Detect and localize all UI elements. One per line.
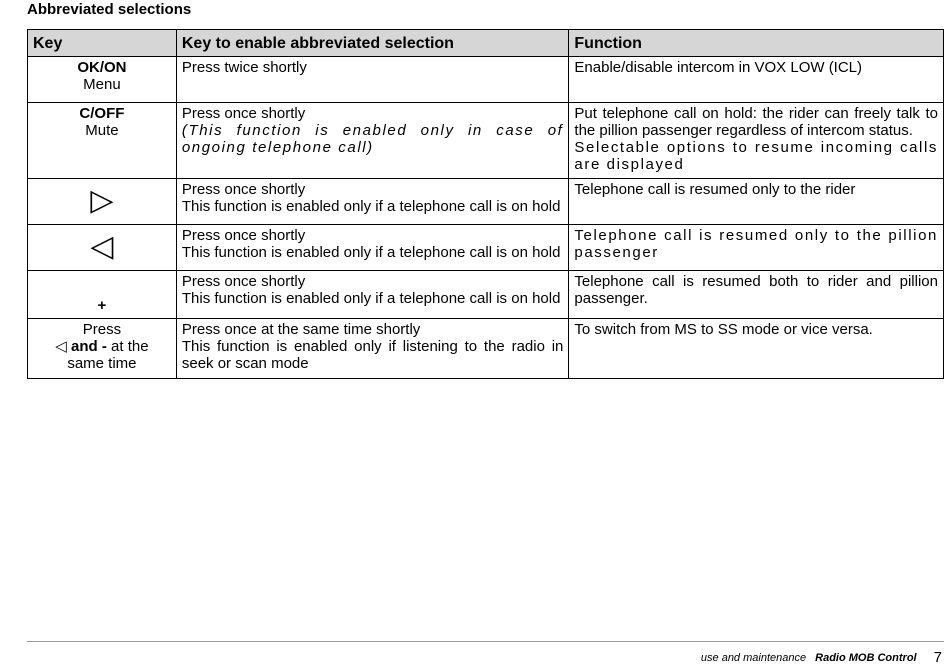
- action-text: Press twice shortly: [181, 59, 307, 76]
- section-title: Abbreviated selections: [27, 1, 192, 18]
- function-cell: [569, 271, 944, 319]
- key-plus: +: [97, 297, 107, 314]
- function-text: Selectable options to resume incoming calls are displayed: [574, 139, 938, 173]
- table-row: [28, 271, 944, 319]
- action-cell: [176, 179, 569, 225]
- table-row: [28, 179, 944, 225]
- action-text: Press once shortly: [181, 181, 306, 198]
- function-text: To switch from MS to SS mode or vice versa.: [574, 321, 873, 338]
- action-cell: [176, 103, 569, 179]
- action-text: Press once shortly: [181, 273, 306, 290]
- function-text: Telephone call is resumed both to rider and pillion passenger.: [574, 273, 938, 307]
- key-and-minus: and -: [71, 338, 107, 355]
- table-row: [28, 103, 944, 179]
- action-cell: [176, 225, 569, 271]
- function-cell: [569, 319, 944, 379]
- key-c-off: C/OFF: [79, 105, 125, 122]
- key-cell: [28, 225, 177, 271]
- table-row: [28, 57, 944, 103]
- action-text: Press once at the same time shortly: [181, 321, 421, 338]
- action-note: This function is enabled only if a telephone call is on hold: [181, 290, 561, 307]
- page-footer: [701, 648, 942, 665]
- table-row: [28, 319, 944, 379]
- key-combo: [33, 338, 171, 355]
- key-cell: [28, 57, 177, 103]
- column-header-action: Key to enable abbreviated selection: [176, 30, 569, 57]
- key-cell: [28, 103, 177, 179]
- function-text: Telephone call is resumed only to the pillion passenger: [574, 227, 938, 261]
- action-note: (This function is enabled only in case of ongoing telephone call): [181, 122, 564, 156]
- action-text: Press once shortly: [181, 227, 306, 244]
- key-cell: [28, 179, 177, 225]
- key-ok-on: OK/ON: [77, 59, 127, 76]
- action-text: Press once shortly: [181, 105, 306, 122]
- key-cell: [28, 271, 177, 319]
- function-cell: [569, 57, 944, 103]
- key-press-label: Press: [82, 321, 122, 338]
- footer-divider: [27, 641, 944, 642]
- key-cell: [28, 319, 177, 379]
- key-same-time: same time: [67, 355, 137, 372]
- key-sub-label: Mute: [85, 122, 119, 139]
- function-cell: [569, 179, 944, 225]
- function-cell: [569, 103, 944, 179]
- action-note: This function is enabled only if listening to the radio in seek or scan mode: [181, 338, 564, 372]
- footer-label: use and maintenance: [700, 652, 807, 664]
- abbreviated-selections-table: [27, 29, 944, 379]
- left-triangle-icon: ◁: [55, 338, 67, 355]
- footer-brand: Radio MOB Control: [815, 652, 917, 664]
- function-text: Enable/disable intercom in VOX LOW (ICL): [574, 59, 863, 76]
- table-row: [28, 225, 944, 271]
- function-text: Telephone call is resumed only to the rider: [574, 181, 856, 198]
- key-sub-label: Menu: [83, 76, 121, 93]
- function-cell: [569, 225, 944, 271]
- action-cell: [176, 271, 569, 319]
- left-triangle-icon: ◁: [90, 230, 114, 263]
- action-cell: [176, 319, 569, 379]
- page-number: 7: [933, 649, 942, 666]
- key-at-the: at the: [111, 338, 149, 355]
- column-header-function: Function: [569, 30, 944, 57]
- action-note: This function is enabled only if a telephone call is on hold: [181, 198, 561, 215]
- function-text: Put telephone call on hold: the rider can freely talk to the pillion passenger regardless of intercom status.: [574, 105, 938, 139]
- action-cell: [176, 57, 569, 103]
- table-header-row: [28, 30, 944, 57]
- right-triangle-icon: ▷: [90, 184, 114, 217]
- column-header-key: Key: [28, 30, 177, 57]
- action-note: This function is enabled only if a telephone call is on hold: [181, 244, 561, 261]
